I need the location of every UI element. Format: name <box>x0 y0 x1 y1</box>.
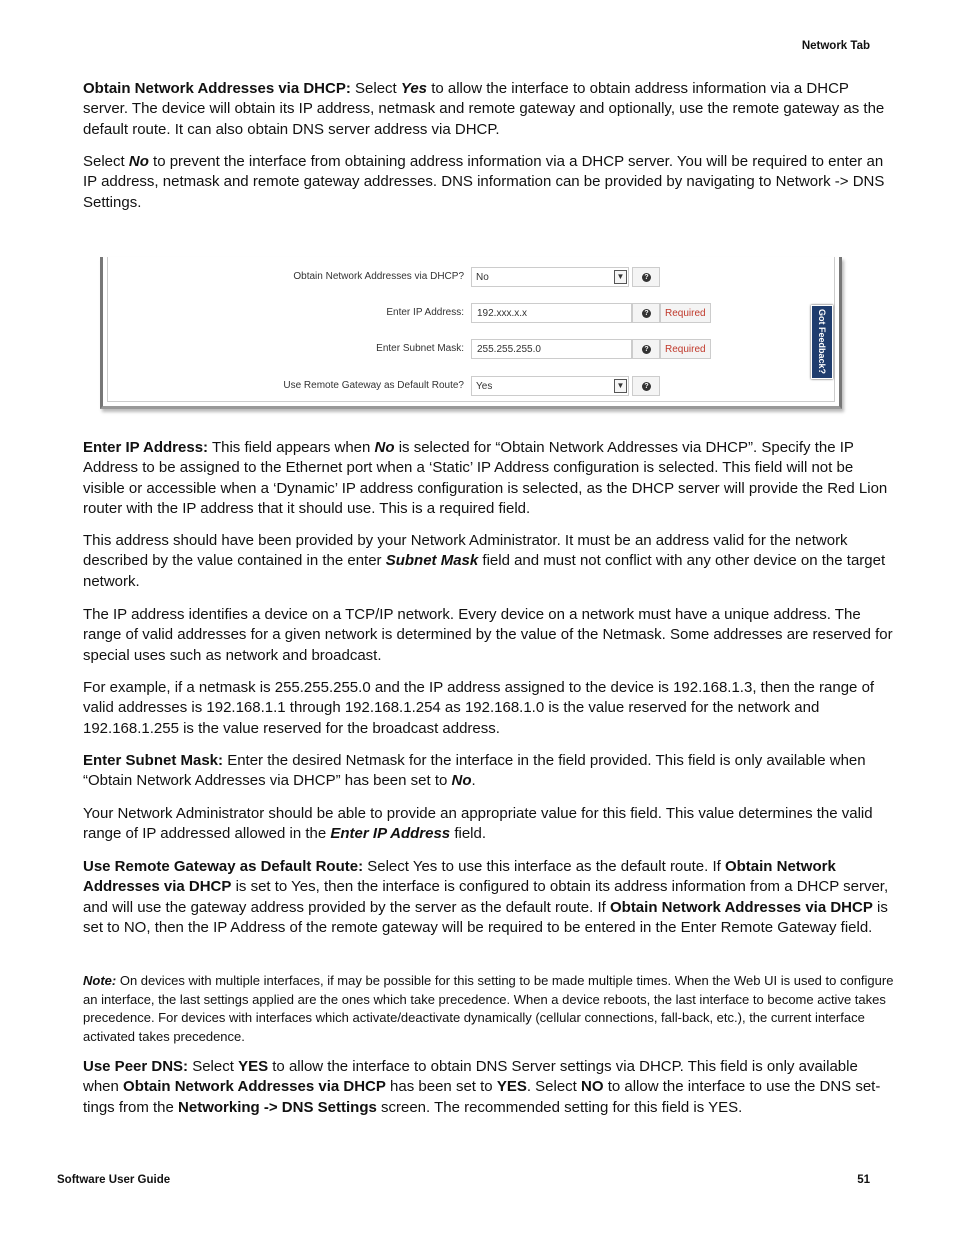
term-label: Use Remote Gateway as Default Route: <box>83 858 364 875</box>
paragraph-example: For example, if a netmask is 255.255.255.0 and the IP address assigned to the device is 192.168.1.3, then the range of valid addresses is 192.168.1.1 through 192.168.1.254 as 192.168.1.0 is the value reserved for the network and 192.168.1.255 is the value reserved for the broadcast address. <box>83 679 875 737</box>
paragraph-peer-dns: Use Peer DNS: Select YES to allow the interface to obtain DNS Server settings via DHCP. This field is only available when Obtain Network Addresses via DHCP has been set to YES. Select NO to allow the interface to use the DNS set-tings from the Networking -> DNS Settings screen. The recommended setting for this field is YES. <box>83 1058 881 1116</box>
footer-doc-title: Software User Guide <box>57 1174 171 1186</box>
paragraph-address-provided: This address should have been provided by your Network Administrator. It must be an address valid for the network described by the value contained in the enter Subnet Mask field and must not conflict with any other device on the target network. <box>83 532 886 590</box>
screenshot-figure <box>100 257 845 412</box>
feedback-tab[interactable]: Got Feedback? <box>811 305 833 379</box>
paragraph-select-no: Select No to prevent the interface from obtaining address information via a DHCP server. You will be required to enter an IP address, netmask and remote gateway addresses. DNS information can be provided by navigating to Network -> DNS Settings. <box>83 153 885 211</box>
form-row-ip-address <box>100 303 842 325</box>
help-button[interactable] <box>632 376 660 396</box>
required-badge: Required <box>660 303 711 323</box>
form-row-subnet-mask <box>100 339 842 361</box>
help-icon: ? <box>642 273 651 282</box>
help-button[interactable] <box>632 339 660 359</box>
paragraph-network-admin: Your Network Administrator should be able to provide an appropriate value for this field. This value determines the valid range of IP addressed allowed in the Enter IP Address field. <box>83 805 873 843</box>
paragraph-ip-identifies: The IP address identifies a device on a TCP/IP network. Every device on a network must have a unique address. The range of valid addresses for a given network is determined by the value of the Netmask. Some addresses are reserved for special uses such as network and broadcast. <box>83 606 893 664</box>
term-label: Obtain Network Addresses via DHCP: <box>83 80 351 97</box>
remote-gateway-select[interactable]: Yes ▼ <box>471 376 629 396</box>
paragraph-subnet-mask: Enter Subnet Mask: Enter the desired Netmask for the interface in the field provided. This field is only available when “Obtain Network Addresses via DHCP” has been set to No. <box>83 752 866 790</box>
form-label: Use Remote Gateway as Default Route? <box>283 380 464 391</box>
paragraph-obtain-dhcp: Obtain Network Addresses via DHCP: Select Yes to allow the interface to obtain address information via a DHCP server. The device will obtain its IP address, netmask and remote gateway and optionally, use the remote gateway as the default route. It can also obtain DNS server address via DHCP. <box>83 80 885 138</box>
form-label: Enter IP Address: <box>386 307 464 318</box>
term-label: Enter Subnet Mask: <box>83 752 224 769</box>
paragraph-enter-ip: Enter IP Address: This field appears when No is selected for “Obtain Network Addresses via DHCP”. Specify the IP Address to be assigned to the Ethernet port when a ‘Static’ IP Address configuration is selected. This field will not be visible or accessible when a ‘Dynamic’ IP address configuration is selected, as the DHCP server will provide the Red Lion router with the IP address that it should use. This is a required field. <box>83 439 888 518</box>
chevron-down-icon: ▼ <box>614 379 627 393</box>
note-paragraph: Note: On devices with multiple interfaces, if may be possible for this setting to be made multiple times. When the Web UI is used to configure an interface, the last settings applied are the ones which take precedence. When a device reboots, the last interface to become active takes precedence. For devices with interfaces which activate/deactivate dynamically (cellular connections, fall-back, etc.), the current interface activated takes precedence. <box>83 973 894 1045</box>
dhcp-select[interactable]: No ▼ <box>471 267 629 287</box>
term-label: Use Peer DNS: <box>83 1058 189 1075</box>
help-button[interactable] <box>632 303 660 323</box>
note-label: Note: <box>83 973 117 988</box>
help-icon: ? <box>642 345 651 354</box>
required-badge: Required <box>660 339 711 359</box>
form-label: Obtain Network Addresses via DHCP? <box>293 271 464 282</box>
page-number: 51 <box>857 1174 870 1186</box>
form-row-remote-gateway <box>100 376 842 398</box>
form-label: Enter Subnet Mask: <box>376 343 464 354</box>
chevron-down-icon: ▼ <box>614 270 627 284</box>
ip-address-input[interactable]: 192.xxx.x.x <box>471 303 632 323</box>
subnet-mask-input[interactable]: 255.255.255.0 <box>471 339 632 359</box>
form-row-dhcp <box>100 267 842 289</box>
term-label: Enter IP Address: <box>83 439 209 456</box>
help-icon: ? <box>642 382 651 391</box>
running-header: Network Tab <box>801 40 870 52</box>
help-button[interactable] <box>632 267 660 287</box>
help-icon: ? <box>642 309 651 318</box>
paragraph-remote-gateway: Use Remote Gateway as Default Route: Select Yes to use this interface as the default route. If Obtain Network Addresses via DHCP is set to Yes, then the interface is configured to obtain its address information from a DHCP server, and will use the gateway address provided by the server as the default route. If Obtain Network Addresses via DHCP is set to NO, then the IP Address of the remote gateway will be required to be entered in the Enter Remote Gateway field. <box>83 858 889 937</box>
